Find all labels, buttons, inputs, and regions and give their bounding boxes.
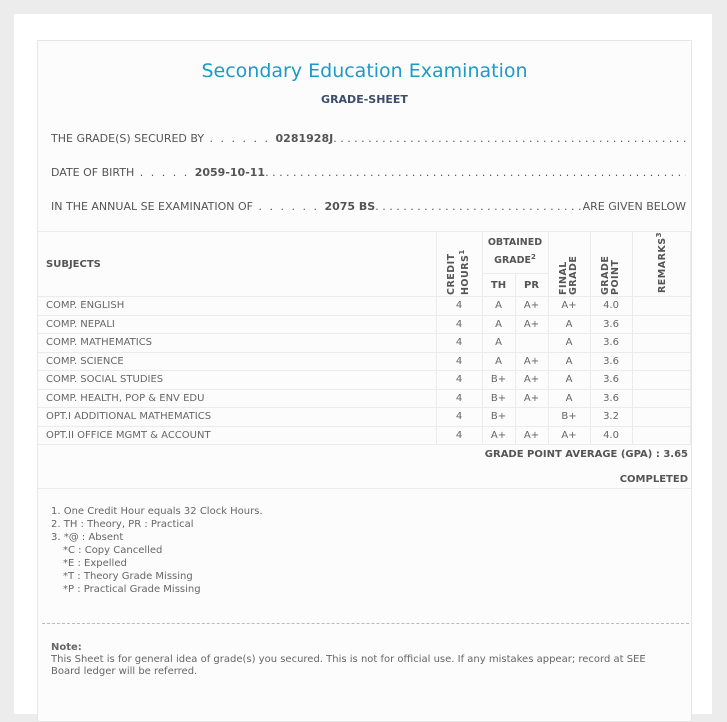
cell-pr bbox=[515, 408, 548, 427]
header-credit-hours: CREDIT HOURS$^1$ bbox=[436, 232, 482, 297]
footnotes bbox=[51, 505, 263, 596]
cell-final: B+ bbox=[548, 408, 590, 427]
cell-th: A bbox=[482, 297, 515, 316]
cell-final: A+ bbox=[548, 426, 590, 445]
exam-line: IN THE ANNUAL SE EXAMINATION OF . . . . . . 2075 BS . . . ARE GIVEN BELOW bbox=[51, 200, 686, 213]
dob-value: 2059-10-11 bbox=[194, 166, 266, 179]
secured-by-line: THE GRADE(S) SECURED BY . . . . . . 0281928J . . . bbox=[51, 132, 686, 145]
cell-final: A bbox=[548, 389, 590, 408]
cell-subject: COMP. SOCIAL STUDIES bbox=[38, 371, 436, 390]
table-row bbox=[38, 352, 691, 371]
table-row bbox=[38, 297, 691, 316]
secured-by-label: THE GRADE(S) SECURED BY bbox=[51, 132, 205, 145]
cell-subject: COMP. ENGLISH bbox=[38, 297, 436, 316]
exam-year: 2075 BS bbox=[324, 200, 376, 213]
header-final-grade: FINAL GRADE bbox=[548, 232, 590, 297]
footnote: *E : Expelled bbox=[63, 558, 127, 569]
grades-table bbox=[38, 231, 691, 445]
footnote: *C : Copy Cancelled bbox=[63, 545, 163, 556]
table-row bbox=[38, 371, 691, 390]
table-row bbox=[38, 389, 691, 408]
header-subjects: SUBJECTS bbox=[38, 232, 436, 297]
cell-remarks bbox=[632, 297, 690, 316]
cell-subject: COMP. NEPALI bbox=[38, 315, 436, 334]
cell-th: A+ bbox=[482, 426, 515, 445]
cell-gp: 3.6 bbox=[590, 389, 632, 408]
cell-credit: 4 bbox=[436, 389, 482, 408]
page-title: Secondary Education Examination bbox=[201, 60, 528, 82]
cell-gp: 3.2 bbox=[590, 408, 632, 427]
footnote: 3. *@ : Absent bbox=[51, 532, 124, 543]
footnote: 1. One Credit Hour equals 32 Clock Hours. bbox=[51, 506, 263, 517]
dashed-divider bbox=[42, 623, 689, 624]
cell-gp: 3.6 bbox=[590, 371, 632, 390]
cell-th: A bbox=[482, 315, 515, 334]
cell-pr: A+ bbox=[515, 315, 548, 334]
table-row bbox=[38, 408, 691, 427]
cell-final: A bbox=[548, 352, 590, 371]
footnote: 2. TH : Theory, PR : Practical bbox=[51, 519, 194, 530]
footnote: *P : Practical Grade Missing bbox=[63, 584, 201, 595]
table-row bbox=[38, 315, 691, 334]
cell-credit: 4 bbox=[436, 426, 482, 445]
cell-remarks bbox=[632, 315, 690, 334]
cell-pr: A+ bbox=[515, 352, 548, 371]
header-pr: PR bbox=[515, 274, 548, 297]
cell-credit: 4 bbox=[436, 352, 482, 371]
note-label: Note: bbox=[51, 642, 82, 653]
cell-pr: A+ bbox=[515, 297, 548, 316]
cell-remarks bbox=[632, 426, 690, 445]
cell-pr: A+ bbox=[515, 371, 548, 390]
cell-th: B+ bbox=[482, 408, 515, 427]
header-th: TH bbox=[482, 274, 515, 297]
note-text: This Sheet is for general idea of grade(s) you secured. This is not for official use. If any mistakes appear; record at SEE Board ledger will be referred. bbox=[51, 654, 646, 677]
footnote: *T : Theory Grade Missing bbox=[63, 571, 193, 582]
cell-subject: COMP. HEALTH, POP & ENV EDU bbox=[38, 389, 436, 408]
cell-credit: 4 bbox=[436, 334, 482, 353]
table-row bbox=[38, 334, 691, 353]
gpa-summary: GRADE POINT AVERAGE (GPA) : 3.65 bbox=[484, 449, 688, 460]
cell-pr: A+ bbox=[515, 426, 548, 445]
cell-final: A bbox=[548, 334, 590, 353]
cell-credit: 4 bbox=[436, 408, 482, 427]
cell-final: A bbox=[548, 315, 590, 334]
cell-remarks bbox=[632, 352, 690, 371]
grade-sheet-box bbox=[37, 40, 692, 722]
cell-gp: 4.0 bbox=[590, 426, 632, 445]
cell-credit: 4 bbox=[436, 315, 482, 334]
cell-th: A bbox=[482, 352, 515, 371]
cell-credit: 4 bbox=[436, 371, 482, 390]
result-status: COMPLETED bbox=[619, 474, 688, 485]
header-obtained-grade: OBTAINED GRADE$^2$ bbox=[482, 232, 548, 274]
cell-gp: 3.6 bbox=[590, 334, 632, 353]
exam-suffix: ARE GIVEN BELOW bbox=[582, 200, 686, 213]
cell-gp: 3.6 bbox=[590, 352, 632, 371]
cell-subject: OPT.II OFFICE MGMT & ACCOUNT bbox=[38, 426, 436, 445]
page-subtitle: GRADE-SHEET bbox=[321, 93, 408, 106]
cell-pr bbox=[515, 334, 548, 353]
cell-final: A bbox=[548, 371, 590, 390]
symbol-number: 0281928J bbox=[275, 132, 334, 145]
note bbox=[51, 642, 671, 678]
cell-gp: 3.6 bbox=[590, 315, 632, 334]
page-sheet bbox=[14, 14, 712, 714]
cell-th: B+ bbox=[482, 389, 515, 408]
cell-subject: COMP. MATHEMATICS bbox=[38, 334, 436, 353]
dob-label: DATE OF BIRTH bbox=[51, 166, 135, 179]
header-grade-point: GRADE POINT bbox=[590, 232, 632, 297]
cell-credit: 4 bbox=[436, 297, 482, 316]
cell-pr: A+ bbox=[515, 389, 548, 408]
cell-remarks bbox=[632, 334, 690, 353]
table-row bbox=[38, 426, 691, 445]
header-remarks: REMARKS$^3$ bbox=[632, 232, 690, 297]
dob-line: DATE OF BIRTH . . . . . 2059-10-11 . . . bbox=[51, 166, 686, 179]
cell-remarks bbox=[632, 408, 690, 427]
cell-th: A bbox=[482, 334, 515, 353]
cell-th: B+ bbox=[482, 371, 515, 390]
divider bbox=[38, 488, 691, 489]
cell-gp: 4.0 bbox=[590, 297, 632, 316]
cell-final: A+ bbox=[548, 297, 590, 316]
cell-subject: COMP. SCIENCE bbox=[38, 352, 436, 371]
cell-remarks bbox=[632, 371, 690, 390]
cell-subject: OPT.I ADDITIONAL MATHEMATICS bbox=[38, 408, 436, 427]
cell-remarks bbox=[632, 389, 690, 408]
exam-label: IN THE ANNUAL SE EXAMINATION OF bbox=[51, 200, 253, 213]
